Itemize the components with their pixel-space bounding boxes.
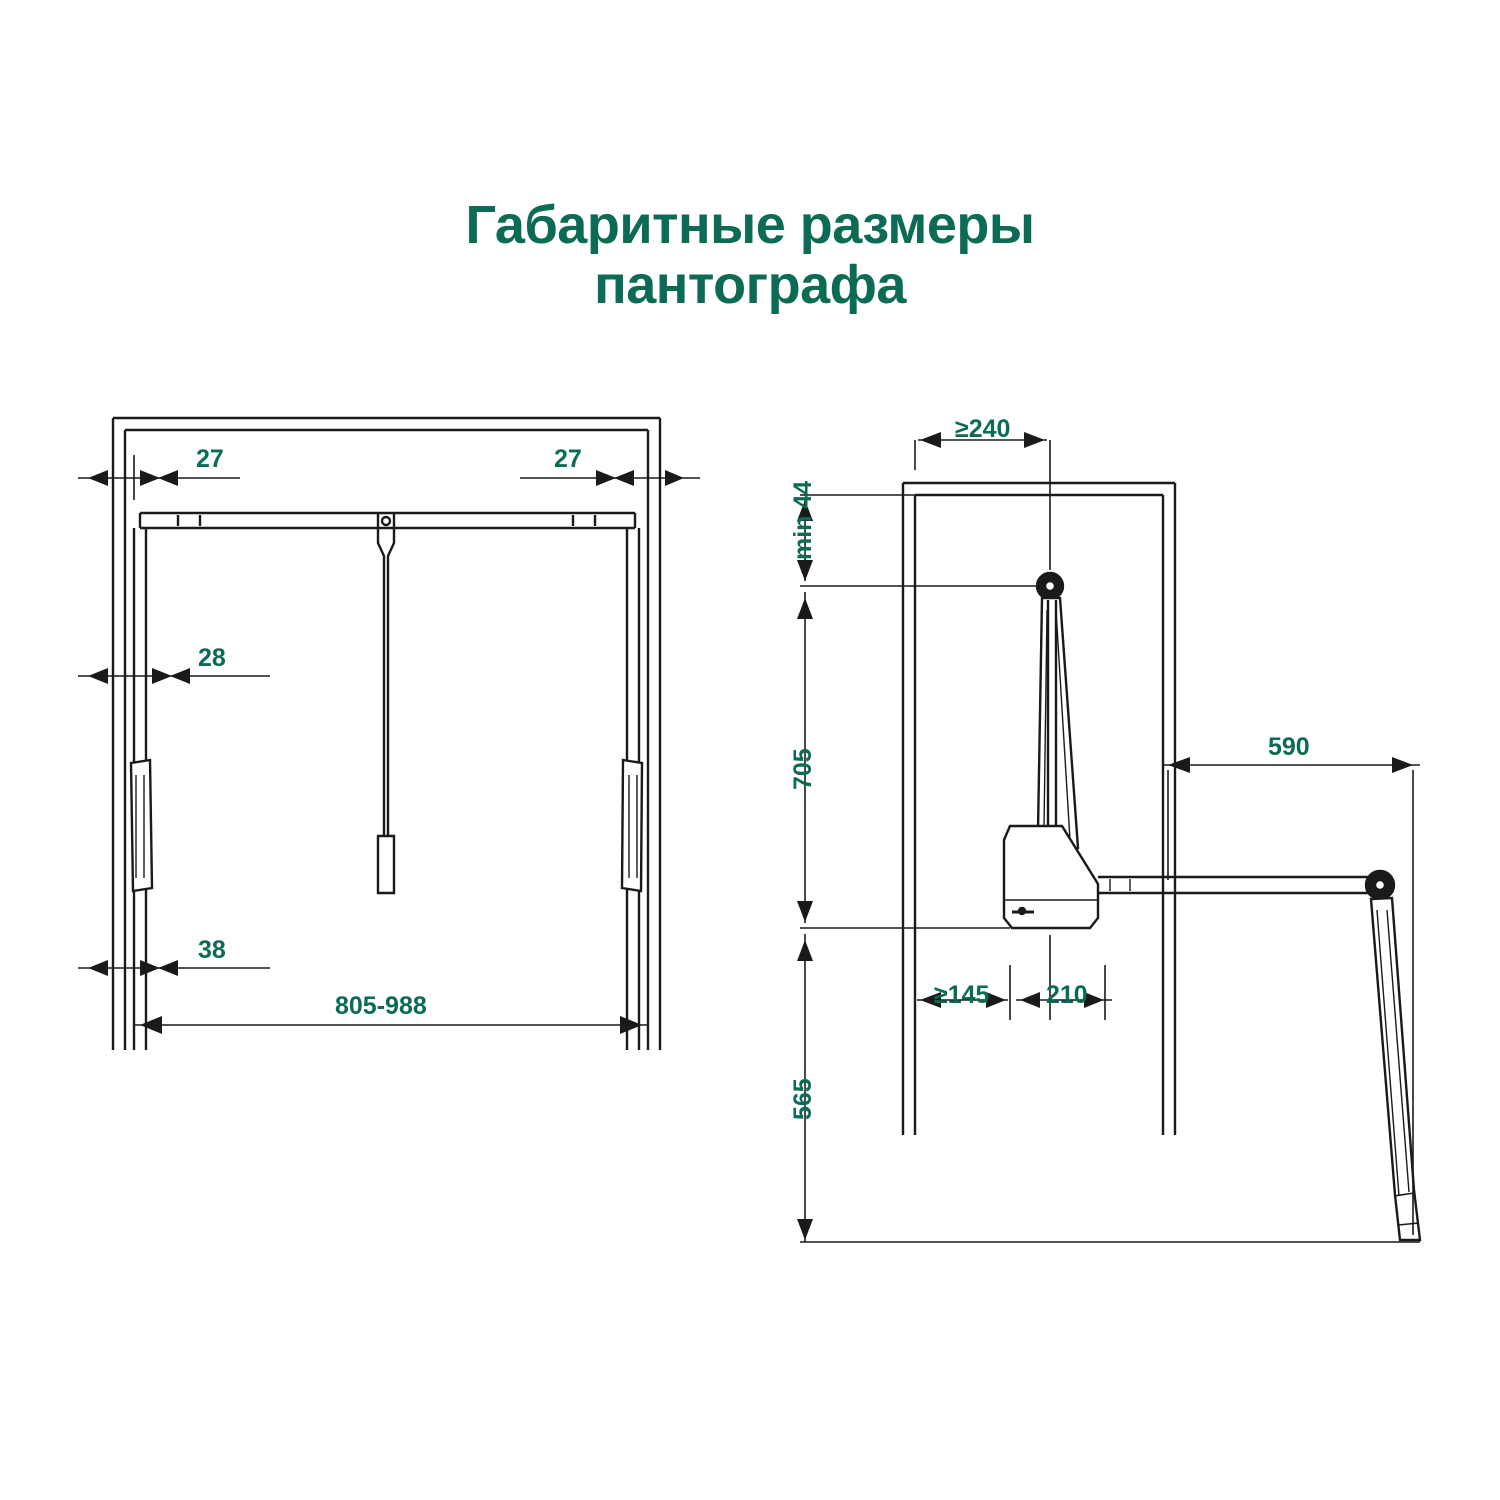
dim-lower-height: 565 [789, 1078, 817, 1120]
dim-bracket-depth: 210 [1046, 981, 1088, 1009]
page-title-line-1: Габаритные размеры [465, 195, 1035, 255]
dim-top-right-gap: 27 [554, 445, 582, 473]
page-title-line-2: пантографа [594, 255, 906, 316]
dim-bottom-offset: 38 [198, 936, 226, 964]
dim-top-left-gap: 27 [196, 445, 224, 473]
dim-top-clearance: min 44 [789, 480, 817, 560]
dim-front-offset-min: ≥145 [934, 981, 990, 1009]
side-lowered-arm [1366, 871, 1420, 1240]
dim-reach: 590 [1268, 733, 1310, 761]
side-lift-mechanism [1004, 573, 1370, 928]
side-dimension-arrows [797, 432, 1413, 1240]
dim-upper-height: 705 [789, 748, 817, 790]
front-lift-rail [140, 513, 635, 893]
dim-depth-min: ≥240 [955, 415, 1011, 443]
side-dimension-lines [800, 440, 1420, 1242]
front-right-arm [622, 528, 642, 1050]
dim-overall-width: 805-988 [335, 992, 427, 1020]
front-dimension-arrows [88, 470, 684, 1034]
dim-rail-offset: 28 [198, 644, 226, 672]
